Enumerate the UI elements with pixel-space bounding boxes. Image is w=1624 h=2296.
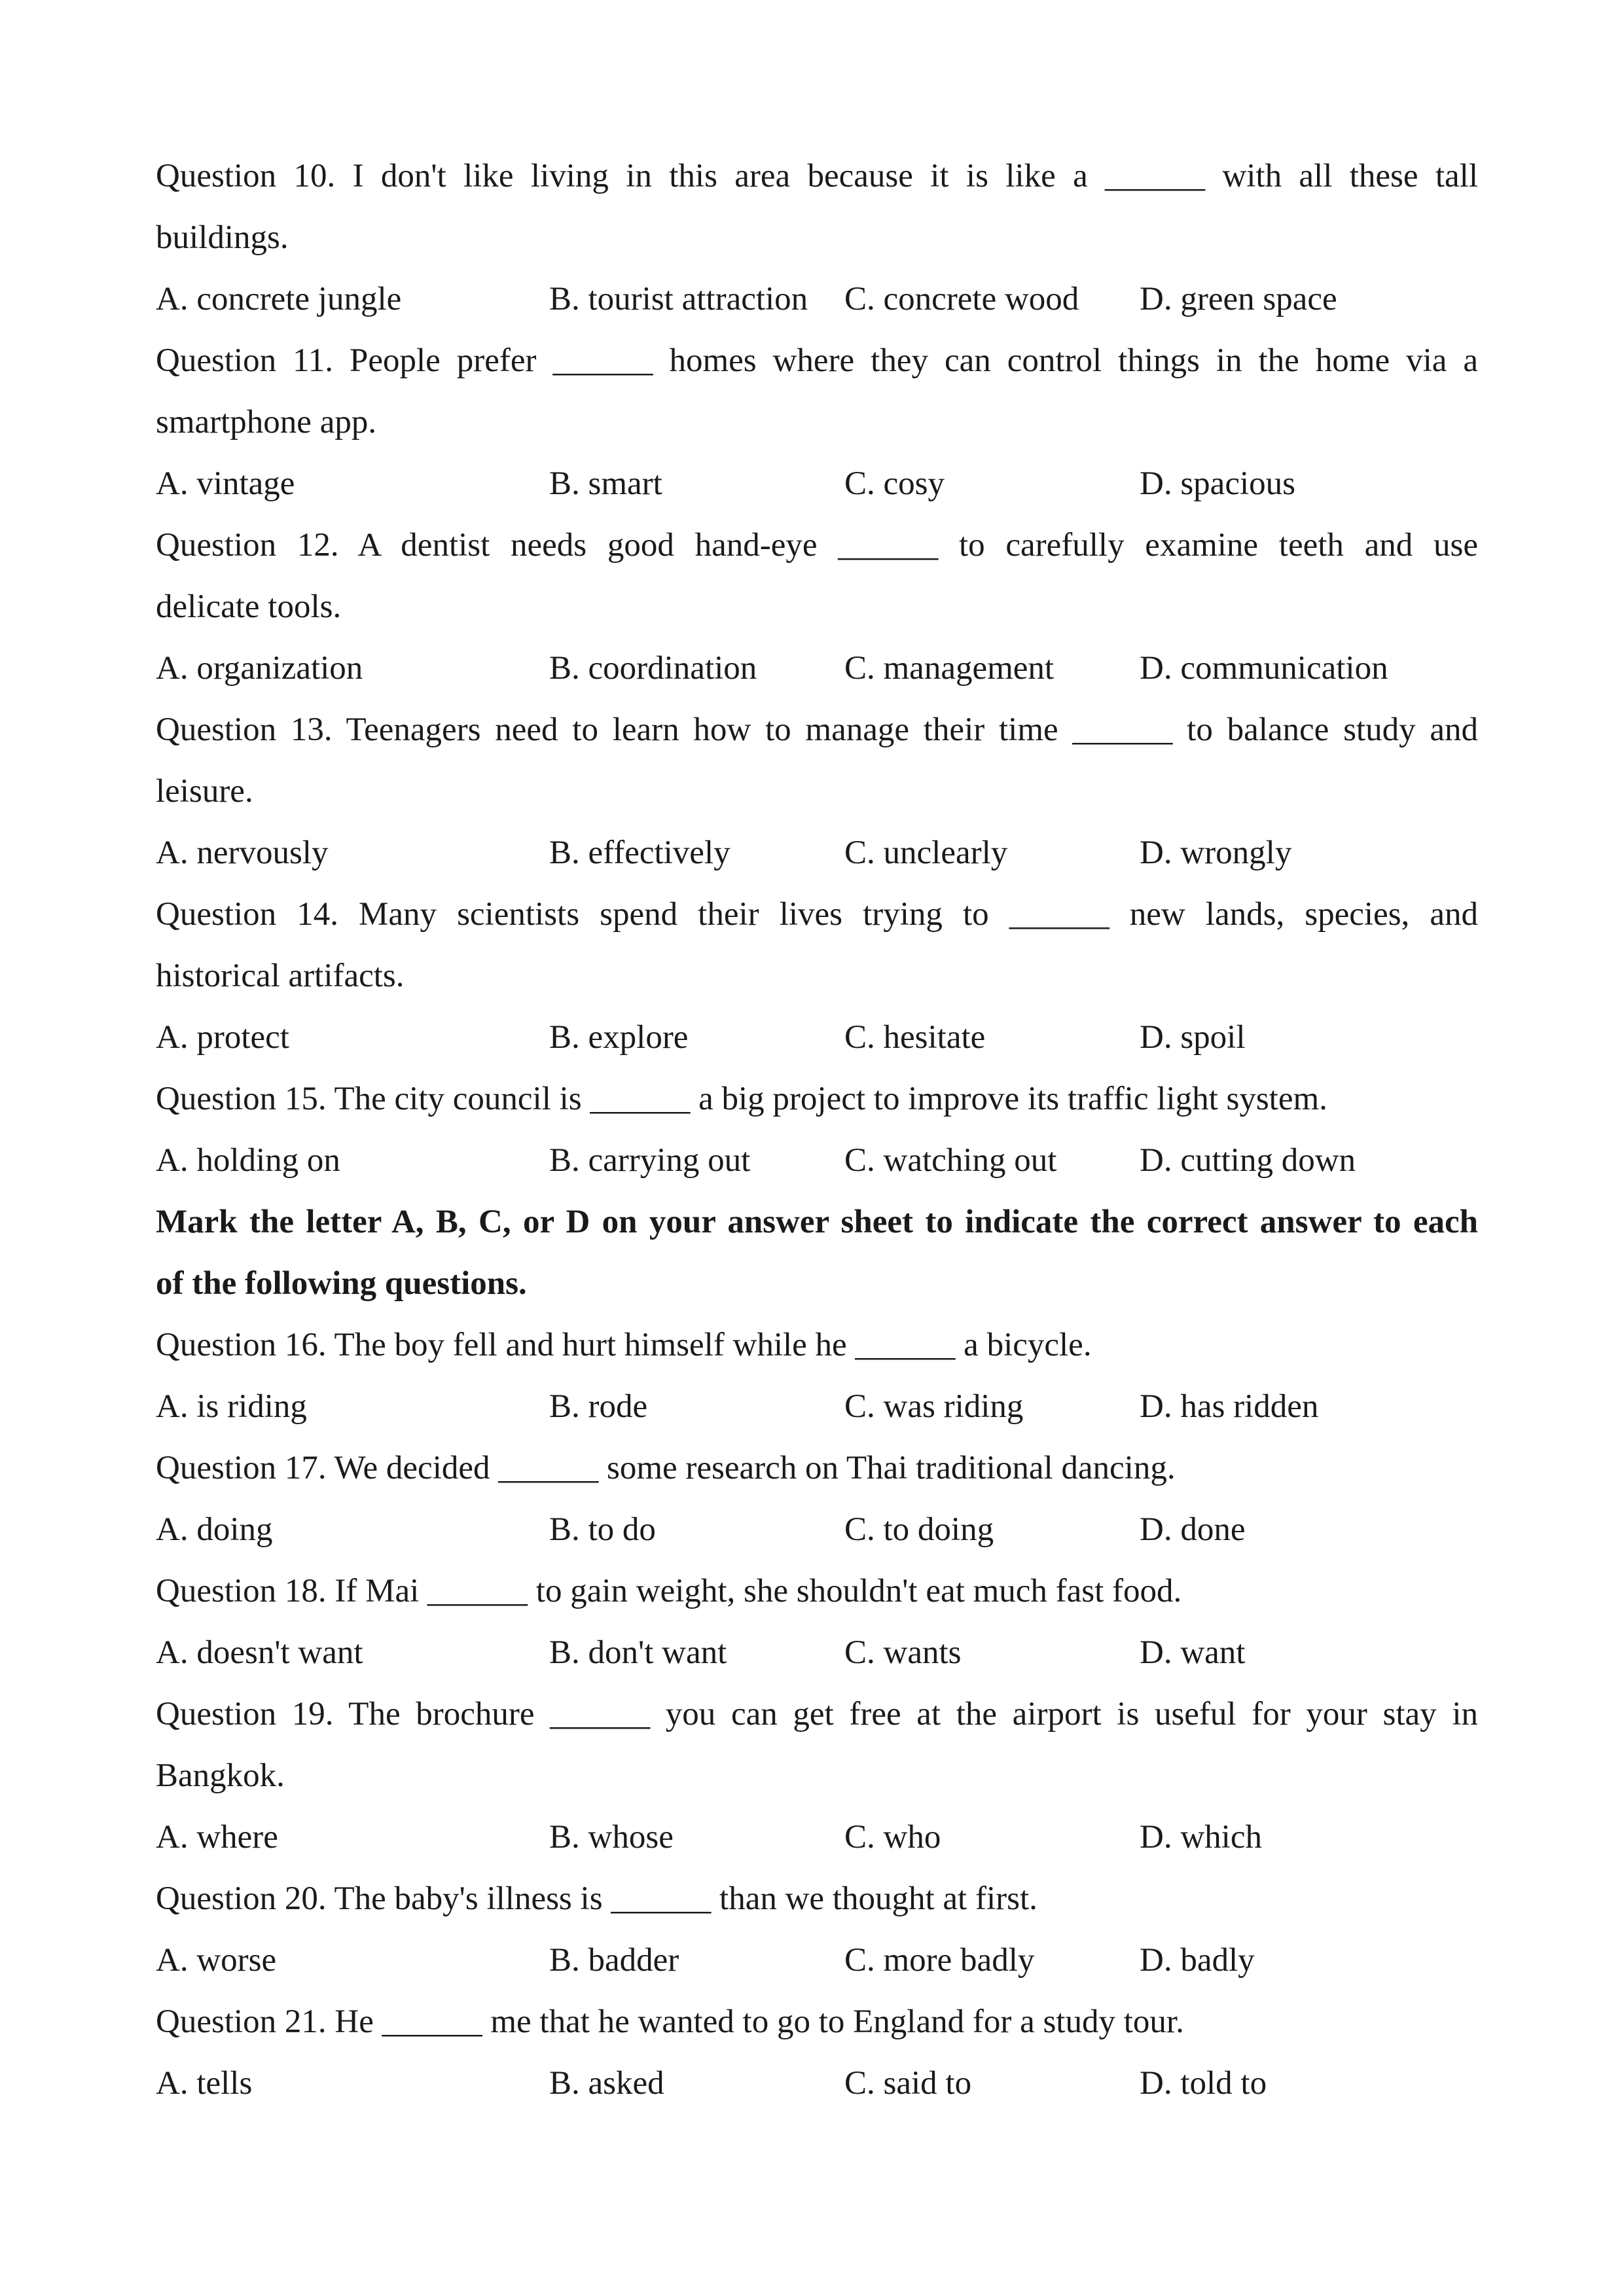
answer-option-b: B. whose (549, 1819, 674, 1856)
instruction-line: of the following questions. (156, 1265, 527, 1302)
answer-option-a: A. nervously (156, 834, 329, 871)
answer-option-a: A. concrete jungle (156, 281, 402, 317)
answer-option-a: A. protect (156, 1019, 289, 1056)
answer-options (156, 1622, 1478, 1683)
answer-options (156, 1806, 1478, 1868)
answer-option-b: B. asked (549, 2065, 664, 2102)
question-line: delicate tools. (156, 588, 342, 625)
answer-option-a: A. worse (156, 1942, 277, 1979)
answer-option-d: D. spacious (1140, 465, 1295, 502)
answer-options (156, 1130, 1478, 1191)
answer-option-a: A. organization (156, 650, 363, 687)
answer-option-c: C. who (844, 1819, 941, 1856)
answer-option-d: D. wrongly (1140, 834, 1292, 871)
answer-options (156, 268, 1478, 330)
answer-option-c: C. concrete wood (844, 281, 1079, 317)
answer-option-a: A. doesn't want (156, 1634, 363, 1671)
document-page (156, 145, 1478, 2114)
answer-option-a: A. where (156, 1819, 278, 1856)
answer-option-a: A. tells (156, 2065, 253, 2102)
answer-options (156, 1376, 1478, 1437)
answer-option-d: D. cutting down (1140, 1142, 1356, 1179)
question-line: Question 14. Many scientists spend their lives trying to ______ new lands, species, and (156, 896, 1478, 933)
answer-option-d: D. done (1140, 1511, 1246, 1548)
answer-option-a: A. doing (156, 1511, 273, 1548)
answer-option-b: B. don't want (549, 1634, 727, 1671)
question-line: Question 19. The brochure ______ you can get free at the airport is useful for your stay in (156, 1696, 1478, 1732)
answer-option-d: D. has ridden (1140, 1388, 1319, 1425)
question-line: Question 21. He ______ me that he wanted to go to England for a study tour. (156, 2003, 1184, 2040)
question-line: historical artifacts. (156, 958, 405, 994)
question-line: buildings. (156, 219, 289, 256)
answer-option-d: D. spoil (1140, 1019, 1246, 1056)
answer-option-c: C. was riding (844, 1388, 1024, 1425)
answer-option-b: B. smart (549, 465, 662, 502)
answer-option-a: A. is riding (156, 1388, 307, 1425)
answer-option-d: D. want (1140, 1634, 1246, 1671)
answer-options (156, 1007, 1478, 1068)
answer-option-d: D. green space (1140, 281, 1337, 317)
answer-option-c: C. more badly (844, 1942, 1035, 1979)
answer-option-d: D. badly (1140, 1942, 1255, 1979)
answer-option-a: A. vintage (156, 465, 295, 502)
answer-option-d: D. communication (1140, 650, 1388, 687)
answer-option-b: B. to do (549, 1511, 656, 1548)
question-line: Question 13. Teenagers need to learn how to manage their time ______ to balance study and (156, 711, 1478, 748)
answer-option-c: C. watching out (844, 1142, 1057, 1179)
answer-option-b: B. explore (549, 1019, 689, 1056)
answer-option-c: C. said to (844, 2065, 972, 2102)
question-line: smartphone app. (156, 404, 377, 440)
question-line: Question 20. The baby's illness is ______ than we thought at first. (156, 1880, 1038, 1917)
answer-option-d: D. which (1140, 1819, 1262, 1856)
answer-options (156, 822, 1478, 884)
answer-options (156, 1929, 1478, 1991)
answer-option-b: B. effectively (549, 834, 731, 871)
question-line: Question 18. If Mai ______ to gain weight, she shouldn't eat much fast food. (156, 1573, 1182, 1609)
answer-option-b: B. rode (549, 1388, 648, 1425)
instruction-line: Mark the letter A, B, C, or D on your answer sheet to indicate the correct answer to each (156, 1204, 1478, 1240)
answer-option-c: C. cosy (844, 465, 945, 502)
answer-option-c: C. wants (844, 1634, 962, 1671)
answer-option-c: C. management (844, 650, 1055, 687)
answer-options (156, 2053, 1478, 2114)
answer-option-b: B. coordination (549, 650, 757, 687)
answer-option-b: B. badder (549, 1942, 679, 1979)
question-line: Question 11. People prefer ______ homes where they can control things in the home via a (156, 342, 1478, 379)
question-line: Question 15. The city council is ______ a big project to improve its traffic light system. (156, 1081, 1327, 1117)
question-line: Question 16. The boy fell and hurt himself while he ______ a bicycle. (156, 1327, 1092, 1363)
answer-options (156, 453, 1478, 514)
answer-option-c: C. unclearly (844, 834, 1008, 871)
question-line: leisure. (156, 773, 253, 810)
question-line: Bangkok. (156, 1757, 285, 1794)
answer-option-c: C. hesitate (844, 1019, 986, 1056)
answer-option-d: D. told to (1140, 2065, 1267, 2102)
question-line: Question 12. A dentist needs good hand-eye ______ to carefully examine teeth and use (156, 527, 1478, 564)
answer-option-b: B. carrying out (549, 1142, 751, 1179)
answer-option-b: B. tourist attraction (549, 281, 808, 317)
answer-options (156, 637, 1478, 699)
answer-option-c: C. to doing (844, 1511, 994, 1548)
question-line: Question 17. We decided ______ some research on Thai traditional dancing. (156, 1450, 1176, 1486)
answer-options (156, 1499, 1478, 1560)
question-line: Question 10. I don't like living in this area because it is like a ______ with all these tall (156, 158, 1478, 194)
answer-option-a: A. holding on (156, 1142, 340, 1179)
